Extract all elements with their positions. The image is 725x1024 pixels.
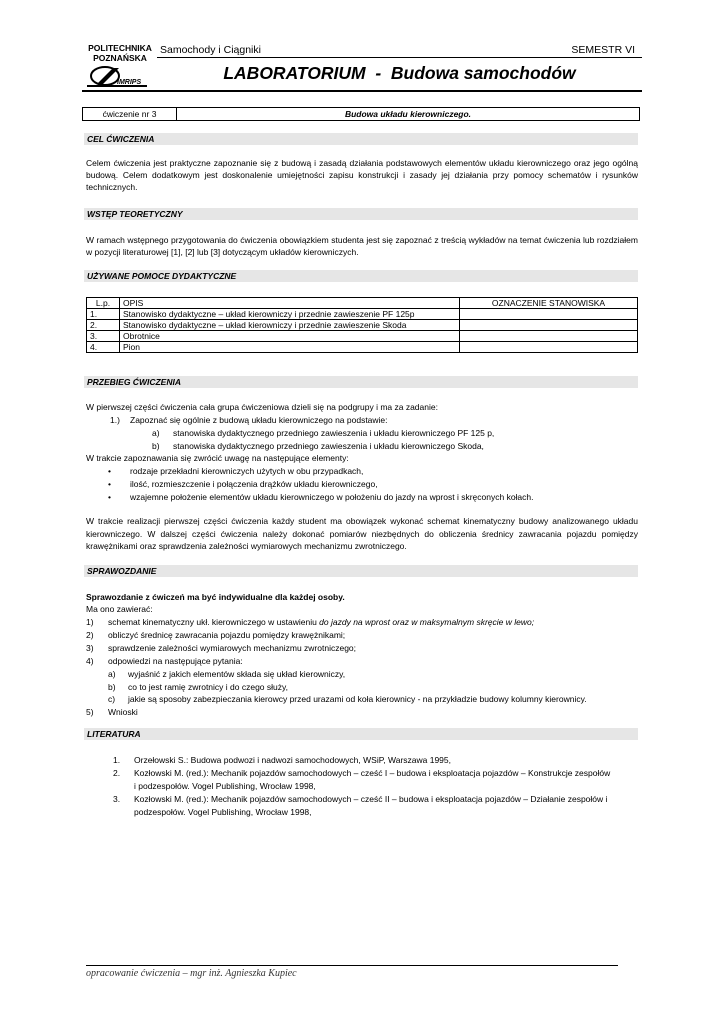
report-item-number: 5) bbox=[86, 707, 94, 717]
section-heading-literature: LITERATURA bbox=[84, 728, 638, 740]
section-heading-aids: UŻYWANE POMOCE DYDAKTYCZNE bbox=[84, 270, 638, 282]
aids-table bbox=[86, 297, 638, 353]
table-row bbox=[87, 309, 638, 320]
report-item-number: 3) bbox=[86, 643, 94, 653]
table-header-row bbox=[87, 298, 638, 309]
question-a: wyjaśnić z jakich elementów składa się układ kierowniczy, bbox=[128, 669, 346, 679]
table-cell: 3. bbox=[87, 331, 120, 342]
university-logo-text bbox=[88, 43, 152, 63]
logo-mark-text: IMRIPS bbox=[117, 79, 142, 86]
table-row bbox=[87, 331, 638, 342]
literature-item-3-line-2: podzespołów. Vogel Publishing, Wrocław 1998, bbox=[134, 807, 312, 817]
task-1-text: Zapoznać się ogólnie z budową układu kierowniczego na podstawie: bbox=[130, 415, 388, 425]
table-cell bbox=[460, 309, 638, 320]
footer-author: opracowanie ćwiczenia – mgr inż. Agnieszka Kupiec bbox=[86, 968, 297, 979]
course-intro: W pierwszej części ćwiczenia cała grupa ćwiczeniowa dzieli się na podgrupy i ma za zadanie: bbox=[86, 402, 438, 412]
task-1b-label: b) bbox=[152, 441, 160, 451]
report-item-1-italic: do jazdy na wprost oraz w maksymalnym skręcie w lewo; bbox=[319, 617, 535, 627]
course-name: Samochody i Ciągniki bbox=[160, 44, 261, 56]
footer-divider bbox=[86, 965, 618, 966]
report-item-3: sprawdzenie zależności wymiarowych mechanizmu zwrotniczego; bbox=[108, 643, 357, 653]
literature-item-2-line-2: i podzespołów. Vogel Publishing, Wrocław 1998, bbox=[134, 781, 316, 791]
table-cell: Obrotnice bbox=[120, 331, 460, 342]
report-item-number: 2) bbox=[86, 630, 94, 640]
literature-item-1: Orzełowski S.: Budowa podwozi i nadwozi samochodowych, WSiP, Warszawa 1995, bbox=[134, 755, 452, 765]
section-heading-intro: WSTĘP TEORETYCZNY bbox=[84, 208, 638, 220]
literature-number: 2. bbox=[113, 768, 121, 778]
table-cell: Pion bbox=[120, 342, 460, 353]
section-heading-report: SPRAWOZDANIE bbox=[84, 565, 638, 577]
university-logo-icon bbox=[83, 64, 151, 90]
report-item-2: obliczyć średnicę zawracania pojazdu pomiędzy krawężnikami; bbox=[108, 630, 346, 640]
logo-line-2: POZNAŃSKA bbox=[93, 53, 147, 63]
task-1-number: 1.) bbox=[110, 415, 120, 425]
bullet-item: wzajemne położenie elementów układu kierowniczego w położeniu do jazdy na wprost i skręconych kołach. bbox=[130, 492, 534, 502]
bullet-item: rodzaje przekładni kierowniczych użytych w obu przypadkach, bbox=[130, 466, 364, 476]
literature-number: 1. bbox=[113, 755, 121, 765]
intro-text: W ramach wstępnego przygotowania do ćwiczenia obowiązkiem studenta jest się zapoznać z treścią wykładów na temat ćwiczenia lub rozdziałem w pozycji literaturowej [1], [2] lub [3] dotyczącym układów kierowniczych. bbox=[86, 235, 638, 257]
table-row bbox=[87, 342, 638, 353]
semester-label: SEMESTR VI bbox=[571, 44, 635, 56]
question-b: co to jest ramię zwrotnicy i do czego służy, bbox=[128, 682, 288, 692]
report-individual-note: Sprawozdanie z ćwiczeń ma być indywidualne dla każdej osoby. bbox=[86, 592, 345, 602]
literature-item-2-line-1: Kozłowski M. (red.): Mechanik pojazdów samochodowych – cześć I – budowa i eksploatacja pojazdów – Konstrukcje zespołów bbox=[134, 768, 611, 778]
task-1a-text: stanowiska dydaktycznego przedniego zawieszenia i układu kierowniczego PF 125 p, bbox=[173, 428, 495, 438]
title-underline bbox=[82, 90, 642, 92]
header-divider bbox=[157, 57, 642, 58]
bullet-icon: • bbox=[108, 479, 111, 489]
exercise-number: ćwiczenie nr 3 bbox=[83, 108, 177, 120]
exercise-topic: Budowa układu kierowniczego. bbox=[344, 109, 472, 119]
report-contains: Ma ono zawierać: bbox=[86, 604, 153, 614]
goal-text: Celem ćwiczenia jest praktyczne zapoznanie się z budową i zasadą działania podstawowych elementów układu kierowniczego oraz jego ogólną budową. Celem dodatkowym jest doskonalenie umiejętności zapisu konstrukcji i zasady jej działania przy pomocy schematów i rysunków technicznych. bbox=[86, 158, 638, 192]
table-cell: 1. bbox=[87, 309, 120, 320]
question-label: c) bbox=[108, 694, 116, 704]
question-c: jakie są sposoby zabezpieczania kierowcy przed urazami od koła kierownicy - na przykładzie budowy kolumny kierownicy. bbox=[128, 694, 587, 704]
exercise-box bbox=[82, 107, 640, 121]
question-label: b) bbox=[108, 682, 116, 692]
attention-text: W trakcie zapoznawania się zwrócić uwagę na następujące elementy: bbox=[86, 453, 349, 463]
report-item-5: Wnioski bbox=[108, 707, 138, 717]
logo-line-1: POLITECHNIKA bbox=[88, 43, 152, 53]
literature-item-3-line-1: Kozłowski M. (red.): Mechanik pojazdów samochodowych – cześć II – budowa i eksploatacja pojazdów – Działanie zespołów i bbox=[134, 794, 608, 804]
section-heading-goal: CEL ĆWICZENIA bbox=[84, 133, 638, 145]
task-1b-text: stanowiska dydaktycznego przedniego zawieszenia i układu kierowniczego Skoda, bbox=[173, 441, 484, 451]
table-cell bbox=[460, 320, 638, 331]
report-item-number: 4) bbox=[86, 656, 94, 666]
report-item-number: 1) bbox=[86, 617, 94, 627]
table-cell: 4. bbox=[87, 342, 120, 353]
second-part-text: W trakcie realizacji pierwszej części ćwiczenia każdy student ma obowiązek wykonać schemat kinematyczny budowy analizowanego układu kierowniczego. W dalszej części ćwiczenia należy dokonać pomiarów niezbędnych do obliczenia średnicy zawracania pojazdu pomiędzy krawężnikami oraz sprawdzenia zależności wymiarowych mechanizmu zwrotniczego. bbox=[86, 516, 638, 552]
report-item-1 bbox=[108, 616, 534, 629]
literature-number: 3. bbox=[113, 794, 121, 804]
bullet-icon: • bbox=[108, 466, 111, 476]
page-title: LABORATORIUM - Budowa samochodów bbox=[223, 63, 576, 83]
bullet-item: ilość, rozmieszczenie i połączenia drążków układu kierowniczego, bbox=[130, 479, 378, 489]
col-header-station: OZNACZENIE STANOWISKA bbox=[460, 298, 638, 309]
question-label: a) bbox=[108, 669, 116, 679]
report-item-4: odpowiedzi na następujące pytania: bbox=[108, 656, 243, 666]
table-cell: Stanowisko dydaktyczne – układ kierowniczy i przednie zawieszenie Skoda bbox=[120, 320, 460, 331]
bullet-icon: • bbox=[108, 492, 111, 502]
section-heading-course: PRZEBIEG ĆWICZENIA bbox=[84, 376, 638, 388]
col-header-lp: L.p. bbox=[87, 298, 120, 309]
task-1a-label: a) bbox=[152, 428, 160, 438]
col-header-description: OPIS bbox=[120, 298, 460, 309]
table-row bbox=[87, 320, 638, 331]
table-cell: Stanowisko dydaktyczne – układ kierowniczy i przednie zawieszenie PF 125p bbox=[120, 309, 460, 320]
table-cell: 2. bbox=[87, 320, 120, 331]
report-item-1-text: schemat kinematyczny ukł. kierowniczego w ustawieniu bbox=[108, 617, 320, 627]
table-cell bbox=[460, 331, 638, 342]
table-cell bbox=[460, 342, 638, 353]
